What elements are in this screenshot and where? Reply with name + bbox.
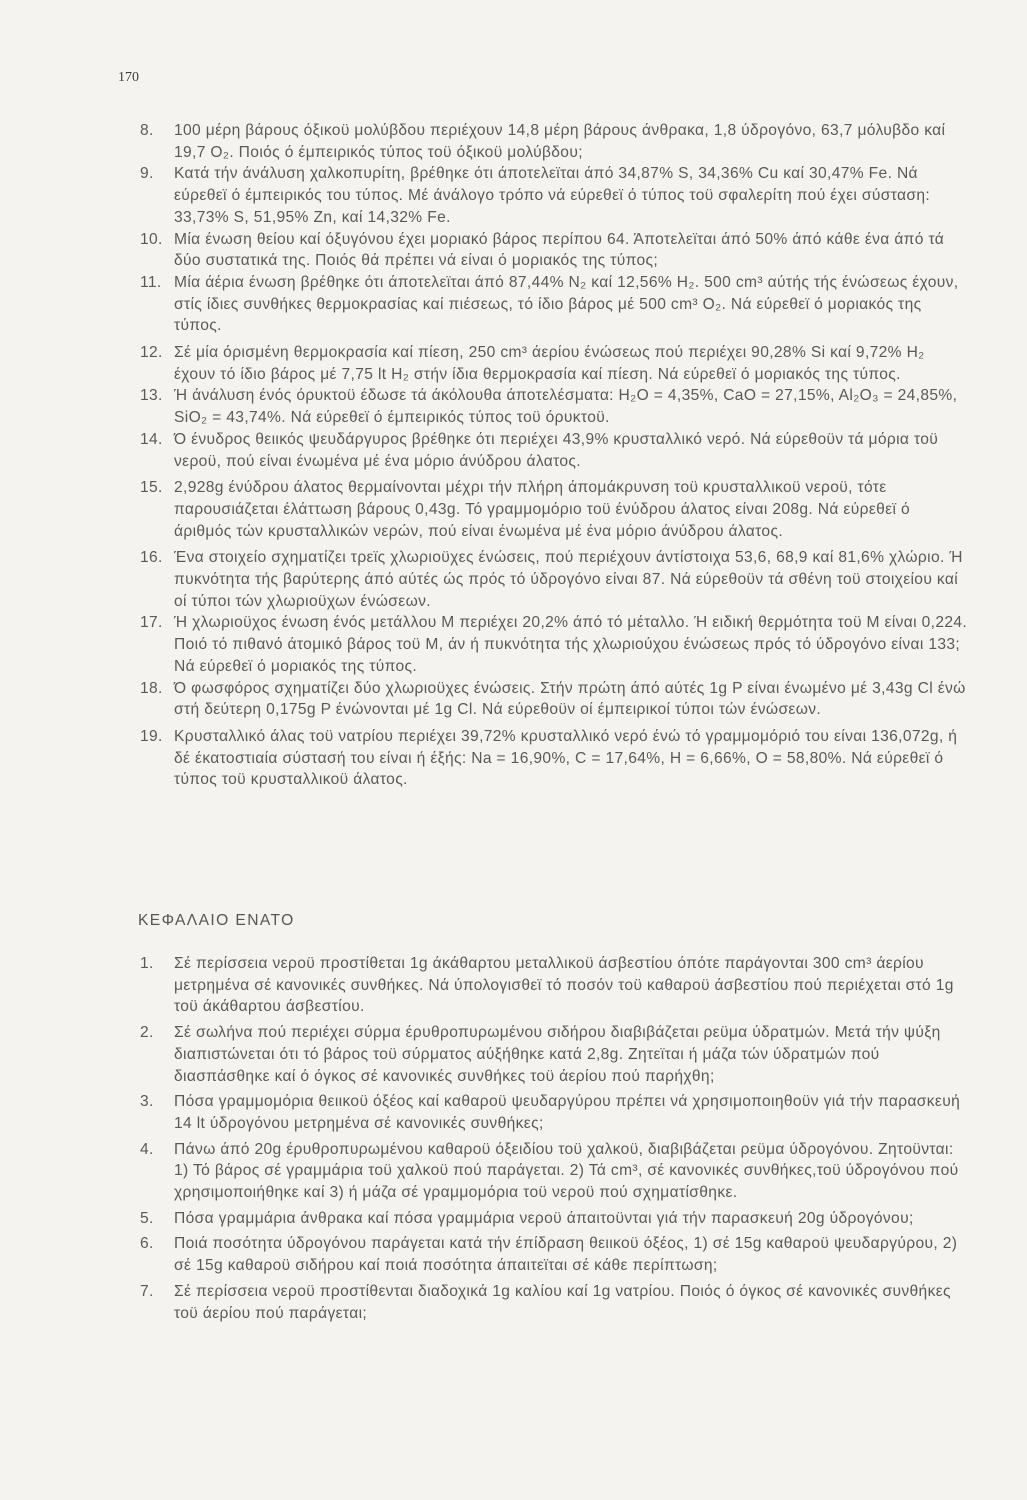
problem-text: Σέ περίσσεια νεροϋ προστίθενται διαδοχικά 1g καλίου καί 1g νατρίου. Ποιός ό όγκος σέ κανονικές συνθήκες τοϋ άερίου πού παράγεται;: [174, 1282, 951, 1322]
problem-number: 11.: [140, 273, 162, 291]
problem-text: Ό φωσφόρος σχηματίζει δύο χλωριοϋχες ένώσεις. Στήν πρώτη άπό αύτές 1g Ρ είναι ένωμένο μέ 3,43g Cl ένώ στή δεύτερη 0,175g Ρ ένώνονται μέ 1g Cl. Νά εύρεθοϋν οί έμπειρικοί τύποι τών ένώσεων.: [174, 679, 966, 719]
problem: [138, 726, 968, 791]
problem-text: Ποιά ποσότητα ύδρογόνου παράγεται κατά τήν έπίδραση θειικοϋ όξέος, 1) σέ 15g καθαροϋ ψευδαργύρου, 2) σέ 15g καθαροϋ σιδήρου καί ποιά ποσότητα άπαιτεϊται σέ κάθε περίπτωση;: [174, 1235, 958, 1275]
problem-number: 10.: [140, 230, 163, 248]
problem: [138, 272, 968, 337]
problem-text: Ή χλωριοϋχος ένωση ένός μετάλλου Μ περιέχει 20,2% άπό τό μέταλλο. Ή ειδική θερμότητα τοϋ Μ είναι 0,224. Ποιό τό πιθανό άτομικό βάρος τοϋ Μ, άν ή πυκνότητα τής χλωριούχου ένώσεως πρός τό ύδρογόνο είναι 133; Νά εύρεθεϊ ό μοριακός της τύπος.: [174, 614, 968, 675]
problem-number: 18.: [140, 679, 163, 697]
problem-text: Σέ περίσσεια νεροϋ προστίθεται 1g άκάθαρτου μεταλλικοϋ άσβεστίου όπότε παράγονται 300 cm³ άερίου μετρημένα σέ κανονικές συνθήκες. Νά ύπολογισθεϊ τό ποσόν τοϋ καθαροϋ άσβεστίου πού περιέχεται στό 1g τοϋ άκάθαρτου άσβεστίου.: [174, 955, 954, 1016]
problem-text: 100 μέρη βάρους όξικοϋ μολύβδου περιέχουν 14,8 μέρη βάρους άνθρακα, 1,8 ύδρογόνο, 63,7 μόλυβδο καί 19,7 Ο₂. Ποιός ό έμπειρικός τύπος τοϋ όξικοϋ μολύβδου;: [174, 122, 946, 161]
problem-number: 4.: [140, 1140, 154, 1158]
problem-number: 6.: [140, 1235, 154, 1253]
problem: [138, 1022, 968, 1087]
problem-number: 17.: [140, 614, 163, 632]
problem-text: Ένα στοιχείο σχηματίζει τρεϊς χλωριοϋχες ένώσεις, πού περιέχουν άντίστοιχα 53,6, 68,9 καί 81,6% χλώριο. Ή πυκνότητα τής βαρύτερης άπό αύτές ώς πρός τό ύδρογόνο είναι 87. Νά εύρεθοϋν τά σθένη τοϋ στοιχείου καί οί τύποι τών χλωριοϋχων ένώσεων.: [174, 549, 963, 610]
problem-text: Μία άέρια ένωση βρέθηκε ότι άποτελεϊται άπό 87,44% Ν₂ καί 12,56% Η₂. 500 cm³ αύτής τής ένώσεως έχουν, στίς ίδιες συνθήκες θερμοκρασίας καί πιέσεως, τό ίδιο βάρος μέ 500 cm³ Ο₂. Νά εύρεθεϊ ό μοριακός της τύπος.: [174, 273, 959, 335]
problem-number: 5.: [140, 1209, 154, 1227]
problem-number: 2.: [140, 1024, 154, 1042]
problem-number: 16.: [140, 549, 163, 567]
problem-number: 9.: [140, 165, 154, 183]
problem: [138, 163, 968, 228]
chapter-heading: ΚΕΦΑΛΑΙΟ ΕΝΑΤΟ: [138, 912, 295, 929]
problem-text: Μία ένωση θείου καί όξυγόνου έχει μοριακό βάρος περίπου 64. Άποτελεϊται άπό 50% άπό κάθε ένα άπό τά δύο συστατικά της. Ποιός θά πρέπει νά είναι ό μοριακός της τύπος;: [174, 230, 945, 270]
problem-number: 14.: [140, 430, 163, 448]
problem-text: Πόσα γραμμάρια άνθρακα καί πόσα γραμμάρια νεροϋ άπαιτοϋνται γιά τήν παρασκευή 20g ύδρογόνου;: [174, 1209, 914, 1227]
problem-text: Ή άνάλυση ένός όρυκτοϋ έδωσε τά άκόλουθα άποτελέσματα: Η₂Ο = 4,35%, CaO = 27,15%, Al₂O₃ = 24,85%, SiO₂ = 43,74%. Νά εύρεθεϊ ό έμπειρικός τύπος τοϋ όρυκτοϋ.: [174, 387, 958, 427]
problem: [138, 342, 968, 385]
problem-number: 3.: [140, 1093, 154, 1111]
problem-list: [138, 120, 968, 791]
problem-text: Πόσα γραμμομόρια θειικοϋ όξέος καί καθαροϋ ψευδαργύρου πρέπει νά χρησιμοποιηθοϋν γιά τήν παρασκευή 14 lt ύδρογόνου μετρημένα σέ κανονικές συνθήκες;: [174, 1093, 961, 1132]
problem-number: 15.: [140, 479, 163, 497]
problem: [138, 1091, 968, 1134]
problem: [138, 612, 968, 677]
problem: [138, 1233, 968, 1276]
problem: [138, 385, 968, 428]
problem-number: 12.: [140, 344, 163, 362]
problem-text: Σέ μία όρισμένη θερμοκρασία καί πίεση, 250 cm³ άερίου ένώσεως πού περιέχει 90,28% Si καί 9,72% Η₂ έχουν τό ίδιο βάρος μέ 7,75 lt Η₂ στήν ίδια θερμοκρασία καί πίεση. Νά εύρεθεϊ ό μοριακός της τύπος.: [174, 344, 925, 383]
problem: [138, 1139, 968, 1204]
problem: [138, 678, 968, 721]
problem-number: 13.: [140, 387, 163, 405]
problem-text: Κρυσταλλικό άλας τοϋ νατρίου περιέχει 39,72% κρυσταλλικό νερό ένώ τό γραμμομόριό του είναι 136,072g, ή δέ έκατοστιαία σύστασή του είναι ή έξής: Na = 16,90%, C = 17,64%, Η = 6,66%, Ο = 58,80%. Νά εύρεθεϊ ό τύπος τοϋ κρυσταλλικοϋ άλατος.: [174, 727, 958, 789]
problem: [138, 1208, 968, 1230]
problem: [138, 120, 968, 163]
problem-number: 7.: [140, 1282, 154, 1300]
problem: [138, 1281, 968, 1324]
problem: [138, 429, 968, 472]
problem: [138, 953, 968, 1018]
page-number: 170: [118, 70, 139, 85]
problem-text: Κατά τήν άνάλυση χαλκοπυρίτη, βρέθηκε ότι άποτελεϊται άπό 34,87% S, 34,36% Cu καί 30,47% Fe. Νά εύρεθεϊ ό έμπειρικός του τύπος. Μέ άνάλογο τρόπο νά εύρεθεϊ ό τύπος τοϋ σφαλερίτη πού έχει σύσταση: 33,73% S, 51,95% Zn, καί 14,32% Fe.: [174, 165, 931, 226]
chapter-problem-list: [138, 953, 968, 1328]
problem-number: 1.: [140, 955, 154, 972]
problem-text: Πάνω άπό 20g έρυθροπυρωμένου καθαροϋ όξειδίου τοϋ χαλκοϋ, διαβιβάζεται ρεϋμα ύδρογόνου. Ζητοϋνται: 1) Τό βάρος σέ γραμμάρια τοϋ χαλκοϋ πού παράγεται. 2) Τά cm³, σέ κανονικές συνθήκες,τοϋ ύδρογόνου πού χρησιμοποιήθηκε καί 3) ή μάζα σέ γραμμομόρια τοϋ νεροϋ πού σχηματίσθηκε.: [174, 1140, 959, 1202]
problem-number: 19.: [140, 727, 163, 745]
problem-text: Σέ σωλήνα πού περιέχει σύρμα έρυθροπυρωμένου σιδήρου διαβιβάζεται ρεϋμα ύδρατμών. Μετά τήν ψύξη διαπιστώνεται ότι τό βάρος τοϋ σύρματος αύξήθηκε κατά 2,8g. Ζητεϊται ή μάζα τών ύδρατμών πού διασπάσθηκε καί ό όγκος σέ κανονικές συνθήκες τοϋ άερίου πού παρήχθη;: [174, 1024, 941, 1085]
problem: [138, 229, 968, 272]
problem: [138, 547, 968, 612]
problem: [138, 477, 968, 542]
problem-number: 8.: [140, 122, 154, 139]
problem-text: 2,928g ένύδρου άλατος θερμαίνονται μέχρι τήν πλήρη άπομάκρυνση τοϋ κρυσταλλικοϋ νεροϋ, τότε παρουσιάζεται έλάττωση βάρους 0,43g. Τό γραμμομόριο τοϋ ένύδρου άλατος είναι 208g. Νά εύρεθεϊ ό άριθμός τών κρυσταλλικών νερών, πού είναι ένωμένα μέ ένα μόριο άνύδρου άλατος.: [174, 479, 910, 540]
problem-text: Ό ένυδρος θειικός ψευδάργυρος βρέθηκε ότι περιέχει 43,9% κρυσταλλικό νερό. Νά εύρεθοϋν τά μόρια τοϋ νεροϋ, πού είναι ένωμένα μέ ένα μόριο άνύδρου άλατος.: [174, 430, 939, 470]
